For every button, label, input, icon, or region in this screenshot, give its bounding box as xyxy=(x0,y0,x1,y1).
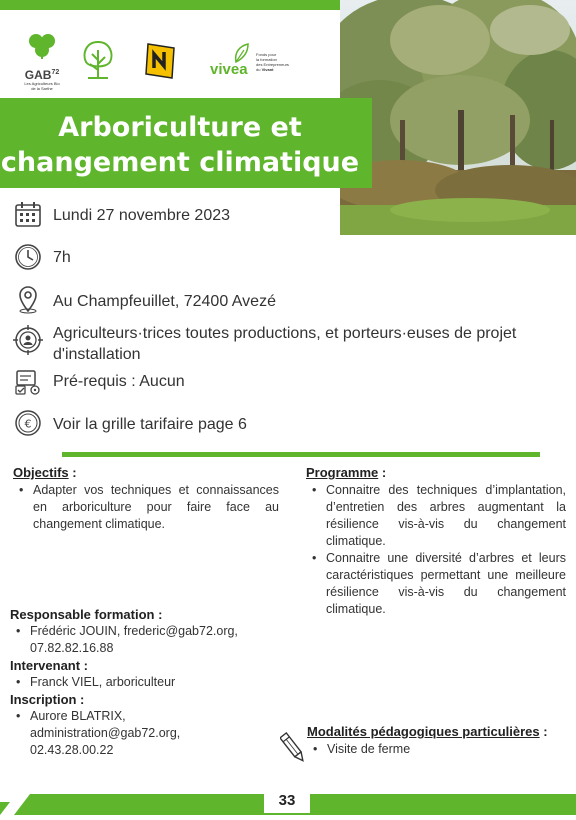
euro-icon xyxy=(13,408,43,438)
calendar-icon xyxy=(13,199,43,229)
clover-icon xyxy=(22,30,62,60)
info-duration: 7h xyxy=(53,249,71,266)
location-pin-icon xyxy=(13,284,43,314)
objectifs-item: • Adapter vos techniques et connaissances en arboriculture pour faire face au changement climatique. xyxy=(13,482,279,533)
programme-section xyxy=(306,465,566,618)
modalites-title: Modalités pédagogiques particulières xyxy=(307,724,540,739)
objectifs-title-suffix: : xyxy=(68,465,77,480)
page-number: 33 xyxy=(264,788,310,813)
prerequisite-icon xyxy=(13,367,43,397)
gab-sub1: Les Agriculteurs Bio xyxy=(24,81,60,86)
target-audience-icon xyxy=(13,325,43,355)
n-badge-icon xyxy=(144,42,176,80)
page-title xyxy=(0,110,360,180)
gab72-logo xyxy=(22,30,62,91)
vivea-tag5: Vivant xyxy=(261,67,274,72)
vivea-name: vivea xyxy=(210,61,248,78)
inscription-title: Inscription : xyxy=(10,692,85,707)
objectifs-title: Objectifs xyxy=(13,465,69,480)
info-audience: Agriculteurs·trices toutes productions, et porteurs·euses de projet d'installation xyxy=(53,325,517,363)
vivea-tag1: Fonds pour xyxy=(256,52,277,57)
programme-item: • Connaitre des techniques d’implantation, d’entretien des arbres augmentant la résilience vis-à-vis du changement climatique. xyxy=(306,482,566,550)
modalites-section xyxy=(307,724,569,758)
clock-icon xyxy=(13,242,43,272)
tree-logo xyxy=(76,38,120,82)
objectifs-section xyxy=(13,465,279,533)
gab-sup: 72 xyxy=(51,69,60,76)
info-date: Lundi 27 novembre 2023 xyxy=(53,207,231,224)
modalites-title-suffix: : xyxy=(539,724,548,739)
pencil-icon xyxy=(280,730,306,766)
intervenant-title: Intervenant : xyxy=(10,658,89,673)
title-line-1: Arboriculture et xyxy=(58,112,302,143)
intervenant-item: • Franck VIEL, arboriculteur xyxy=(10,674,270,691)
partner-logos xyxy=(0,30,340,100)
inscription-item: • Aurore BLATRIX, administration@gab72.org, 02.43.28.00.22 xyxy=(10,708,210,759)
tree-icon xyxy=(76,38,120,82)
programme-title: Programme xyxy=(306,465,379,480)
header-top-bar xyxy=(0,0,350,10)
vivea-tag2: la formation xyxy=(256,57,277,62)
contacts-section xyxy=(10,607,270,759)
responsable-title: Responsable formation : xyxy=(10,607,163,622)
info-location: Au Champfeuillet, 72400 Avezé xyxy=(53,293,276,310)
n-logo xyxy=(144,42,176,80)
header-orchard-photo xyxy=(340,0,576,235)
vivea-tag3: des Entrepreneurs xyxy=(256,62,289,67)
svg-text:€: € xyxy=(24,417,32,431)
responsable-item: • Frédéric JOUIN, frederic@gab72.org, 07.82.82.16.88 xyxy=(10,623,270,657)
title-line-2: changement climatique xyxy=(0,147,360,178)
programme-item: • Connaitre une diversité d’arbres et leurs caractéristiques permettant une meilleure résilience vis-à-vis du changement climatique. xyxy=(306,550,566,618)
vivea-tag4: du xyxy=(256,67,261,72)
gab-sub2: de la Sarthe xyxy=(31,86,53,91)
info-price: Voir la grille tarifaire page 6 xyxy=(53,416,247,433)
modalites-item: • Visite de ferme xyxy=(307,741,569,758)
section-divider xyxy=(62,452,540,457)
programme-title-suffix: : xyxy=(378,465,387,480)
gab-name: GAB xyxy=(24,68,52,82)
info-prerequisite: Pré-requis : Aucun xyxy=(53,373,185,390)
vivea-logo xyxy=(210,42,300,82)
